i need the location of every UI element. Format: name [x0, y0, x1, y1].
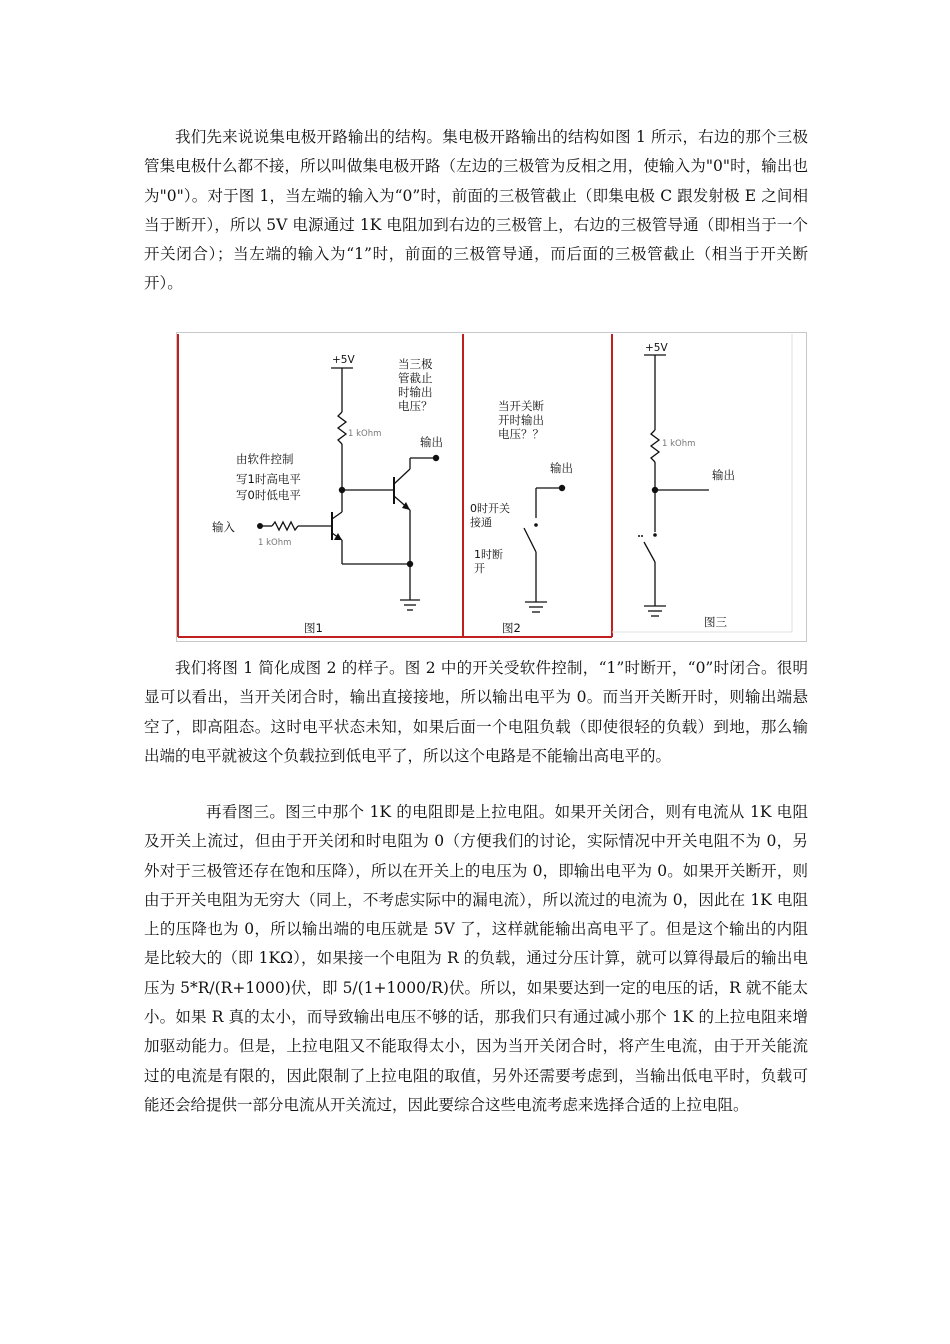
fig2-off-label: 1时断: [474, 548, 503, 561]
fig2-on-label: 0时开关: [470, 502, 510, 515]
fig3-caption: 图三: [704, 615, 727, 629]
fig1-note-line: 当三极: [398, 357, 433, 371]
circuit-figure: [176, 332, 807, 642]
switch-mark: [638, 535, 640, 537]
fig1-control-line: 写1时高电平: [236, 472, 301, 486]
fig1-caption: 图1: [304, 621, 323, 635]
fig2-note-line: 当开关断: [498, 399, 544, 413]
fig3-vcc-label: +5V: [645, 342, 668, 354]
input-terminal: [257, 523, 263, 529]
junction-dot: [407, 561, 413, 567]
fig2-caption: 图2: [502, 621, 521, 635]
paragraph-figure3: 再看图三。图三中那个 1K 的电阻即是上拉电阻。如果开关闭合，则有电流从 1K 电阻及开关上流过，但由于开关闭和时电阻为 0（方便我们的讨论，实际情况中开关电阻不为 0，另外对于三极管还存在饱和压降），所以在开关上的电压为 0，即输出电平为 0。如果开关断开，则由于开关电阻为无穷大（同上，不考虑实际中的漏电流），所以流过的电流为 0，因此在 1K 电阻上的压降也为 0，所以输出端的电压就是 5V 了，这样就能输出高电平了。但是这个输出的内阻是比较大的（即 1KΩ），如果接一个电阻为 R 的负载，通过分压计算，就可以算得最后的输出电压为 5*R/(R+1000)伏，即 5/(1+1000/R)伏。所以，如果要达到一定的电压的话，R 就不能太小。如果 R 真的太小，而导致输出电压不够的话，那我们只有通过减小那个 1K 的上拉电阻来增加驱动能力。但是，上拉电阻又不能取得太小，因为当开关闭合时，将产生电流，由于开关能流过的电流是有限的，因此限制了上拉电阻的取值，另外还需要考虑到，当输出低电平时，负载可能还会给提供一部分电流从开关流过，因此要综合这些电流考虑来选择合适的上拉电阻。: [144, 803, 808, 1114]
figure-frame: [177, 333, 807, 642]
switch-contact: [653, 533, 657, 537]
fig1-resistor-label: 1 kOhm: [348, 429, 382, 439]
switch-mark: [641, 535, 643, 537]
switch-contact: [534, 523, 538, 527]
fig1-control-line: 写0时低电平: [236, 488, 301, 502]
fig1-input-label: 输入: [212, 520, 235, 534]
paragraph-intro: 我们先来说说集电极开路输出的结构。集电极开路输出的结构如图 1 所示，右边的那个三极管集电极什么都不接，所以叫做集电极开路（左边的三极管为反相之用，使输入为"0"时，输出也为"0"）。对于图 1，当左端的输入为“0”时，前面的三极管截止（即集电极 C 跟发射极 E 之间相当于断开），所以 5V 电源通过 1K 电阻加到右边的三极管上，右边的三极管导通（即相当于一个开关闭合）；当左端的输入为“1”时，前面的三极管导通，而后面的三极管截止（相当于开关断开）。: [144, 128, 808, 293]
fig1-control-line: 由软件控制: [236, 452, 294, 466]
output-terminal: [433, 455, 439, 461]
fig1-output-label: 输出: [420, 435, 443, 449]
junction-dot: [652, 487, 658, 493]
fig1-vcc-label: +5V: [332, 354, 355, 366]
fig1-input-resistor-label: 1 kOhm: [258, 538, 292, 548]
fig1-note-line: 管截止: [398, 371, 433, 385]
paragraph-figure2: 我们将图 1 简化成图 2 的样子。图 2 中的开关受软件控制，“1”时断开，“0”时闭合。很明显可以看出，当开关闭合时，输出直接接地，所以输出电平为 0。而当开关断开时，则输出端悬空了，即高阻态。这时电平状态未知，如果后面一个电阻负载（即使很轻的负载）到地，那么输出端的电平就被这个负载拉到低电平了，所以这个电路是不能输出高电平的。: [144, 659, 808, 765]
fig2-note-line: 开时输出: [498, 413, 544, 427]
fig3-output-label: 输出: [712, 468, 735, 482]
output-terminal: [559, 485, 565, 491]
fig1-note-line: 电压？: [398, 399, 433, 413]
junction-dot: [339, 487, 345, 493]
fig2-off-label: 开: [474, 562, 485, 575]
fig2-on-label: 接通: [470, 516, 492, 529]
fig3-resistor-label: 1 kOhm: [662, 439, 696, 449]
fig1-note-line: 时输出: [398, 385, 433, 399]
fig2-note-line: 电压？？: [498, 427, 544, 441]
fig2-output-label: 输出: [550, 461, 573, 475]
